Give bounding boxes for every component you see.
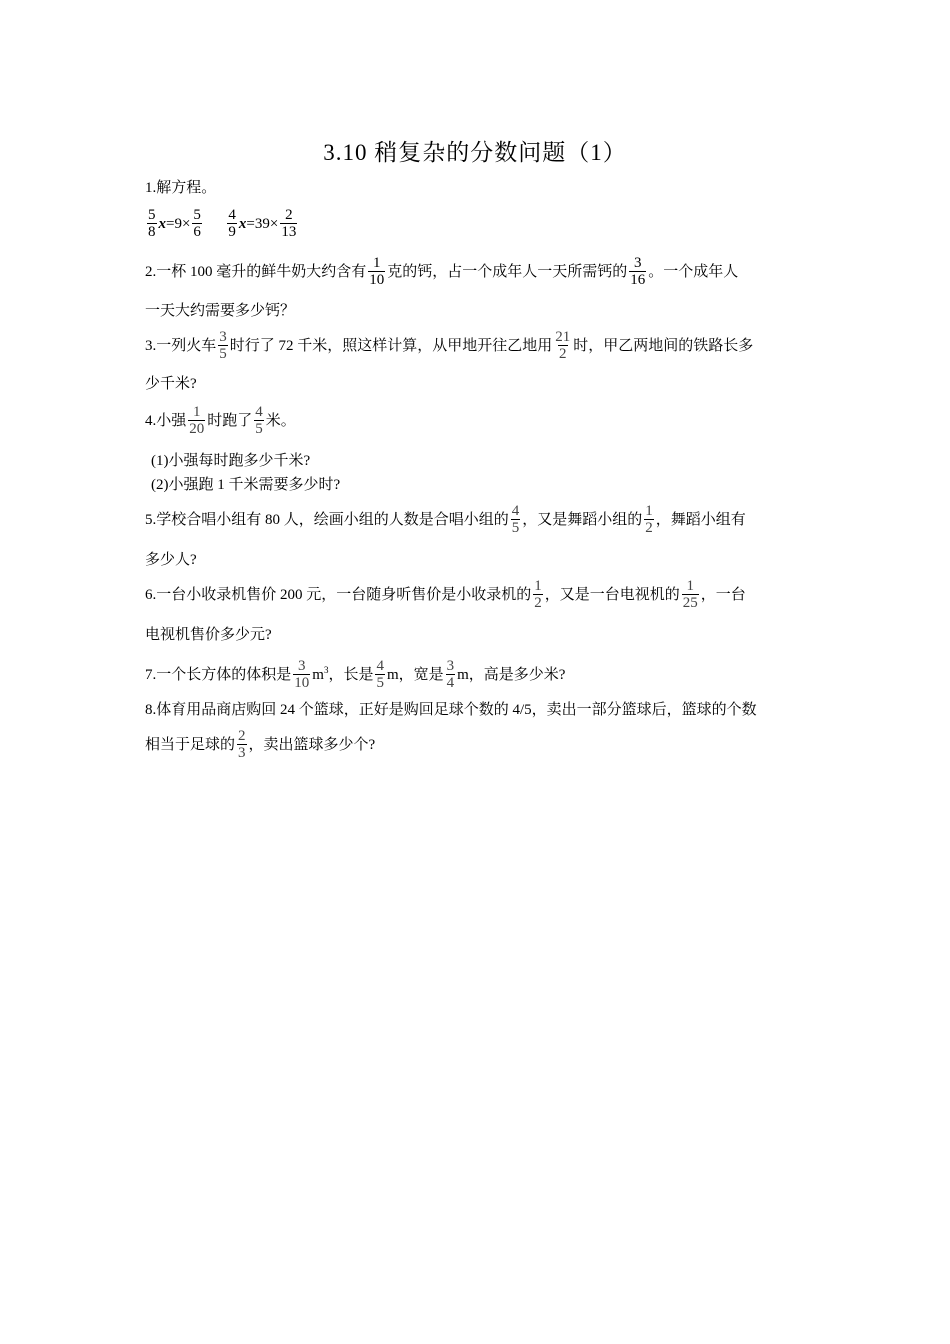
fraction: $\frac{3}{4}$ bbox=[446, 658, 455, 692]
fraction: $\frac{2}{13}$ bbox=[281, 207, 297, 241]
problem-2-line-2: 一天大约需要多少钙？ bbox=[145, 303, 296, 319]
fraction: $\frac{3}{10}$ bbox=[294, 658, 310, 692]
fraction: $\frac{4}{9}$ bbox=[228, 207, 236, 241]
problem-3-line-2: 少千米? bbox=[145, 376, 197, 392]
fraction: $\frac{4}{5}$ bbox=[376, 658, 384, 692]
problem-3-line-1: 3.一列火车 $\frac{3}{5}$ 时行了 72 千米，照这样计算，从甲地开往乙地用 $\frac{21}{2}$ 时，甲乙两地间的铁路长多 bbox=[145, 329, 754, 363]
problem-8-line-2: 相当于足球的 $\frac{2}{3}$ ，卖出篮球多少个? bbox=[145, 728, 376, 762]
problem-4-line-1: 4.小强 $\frac{1}{20}$ 时跑了 $\frac{4}{5}$ 米。 bbox=[145, 404, 296, 438]
problem-2-line-1: 2.一杯 100 毫升的鲜牛奶大约含有 $\frac{1}{10}$ 克的钙，占一个成年人一天所需钙的 $\frac{3}{16}$ 。一个成年人 bbox=[145, 255, 739, 289]
fraction: $\frac{1}{20}$ bbox=[189, 404, 205, 438]
problem-4-question-1: (1)小强每时跑多少千米? bbox=[151, 453, 311, 469]
fraction: $\frac{1}{2}$ bbox=[534, 578, 542, 612]
page-title: 3.10 稍复杂的分数问题（1） bbox=[323, 140, 627, 165]
fraction: $\frac{1}{10}$ bbox=[369, 255, 385, 289]
problem-7-line-1: 7.一个长方体的体积是 $\frac{3}{10}$ $m^3$，长是 $\frac{4}{5}$ m，宽是 $\frac{3}{4}$ m，高是多少米? bbox=[145, 658, 566, 692]
unit-exponent: 3 bbox=[323, 665, 329, 675]
variable-x: x bbox=[158, 216, 166, 232]
problem-5-line-1: 5.学校合唱小组有 80 人，绘画小组的人数是合唱小组的 $\frac{4}{5}$ ，又是舞蹈小组的 $\frac{1}{2}$ ，舞蹈小组有 bbox=[145, 503, 746, 537]
problem-1-heading: 1.解方程。 bbox=[145, 180, 217, 196]
fraction: $\frac{5}{8}$ bbox=[148, 207, 156, 241]
fraction: $\frac{1}{2}$ bbox=[645, 503, 653, 537]
problem-4-question-2: (2)小强跑 1 千米需要多少时? bbox=[151, 477, 341, 493]
fraction: $\frac{3}{5}$ bbox=[219, 329, 227, 363]
fraction: $\frac{5}{6}$ bbox=[193, 207, 201, 241]
fraction: $\frac{2}{3}$ bbox=[238, 728, 246, 762]
problem-6-line-2: 电视机售价多少元? bbox=[145, 627, 272, 643]
fraction: $\frac{4}{5}$ bbox=[255, 404, 263, 438]
problem-5-line-2: 多少人? bbox=[145, 552, 197, 568]
variable-x: x bbox=[238, 216, 247, 232]
problem-1-equations: $\frac{5}{8}$ x=9× $\frac{5}{6}$ $\frac{4}{9}$ x=39× $\frac{2}{13}$ bbox=[148, 207, 297, 241]
fraction: $\frac{1}{25}$ bbox=[682, 578, 698, 612]
fraction: $\frac{4}{5}$ bbox=[511, 503, 520, 537]
fraction: $\frac{21}{2}$ bbox=[555, 329, 571, 363]
fraction: $\frac{3}{16}$ bbox=[630, 255, 646, 289]
problem-6-line-1: 6.一台小收录机售价 200 元，一台随身听售价是小收录机的 $\frac{1}{2}$ ，又是一台电视机的 $\frac{1}{25}$ ，一台 bbox=[145, 578, 746, 612]
problem-8-line-1: 8.体育用品商店购回 24 个篮球，正好是购回足球个数的 4/5，卖出一部分篮球后，篮球的个数 bbox=[145, 702, 757, 718]
